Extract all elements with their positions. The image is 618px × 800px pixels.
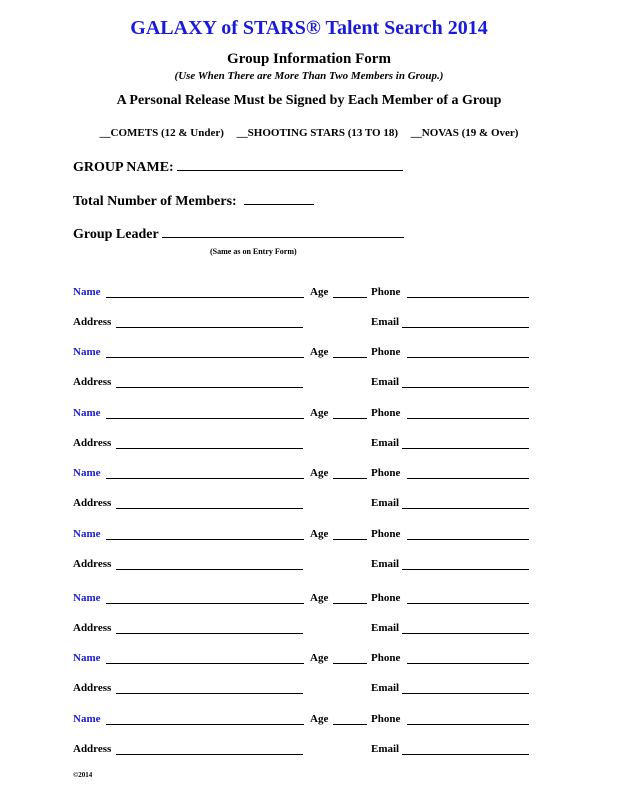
- member-age-field[interactable]: [333, 663, 367, 664]
- member-name-label: Name: [73, 407, 101, 419]
- member-name-field[interactable]: [106, 724, 304, 725]
- member-email-label: Email: [371, 376, 400, 388]
- member-name-label: Name: [73, 528, 101, 540]
- member-age-field[interactable]: [333, 297, 367, 298]
- member-email-label: Email: [371, 316, 400, 328]
- member-name-field[interactable]: [106, 603, 304, 604]
- member-phone-label: Phone: [371, 652, 401, 664]
- member-name-label: Name: [73, 346, 101, 358]
- group-name-row: [73, 160, 403, 176]
- member-address-field[interactable]: [116, 633, 303, 634]
- member-age-label: Age: [310, 286, 329, 298]
- member-email-label: Email: [371, 558, 400, 570]
- form-subtitle: Group Information Form: [227, 51, 391, 67]
- member-age-label: Age: [310, 713, 329, 725]
- member-age-label: Age: [310, 407, 329, 419]
- member-phone-field[interactable]: [407, 478, 529, 479]
- category-options: [0, 127, 618, 139]
- total-members-label: Total Number of Members:: [73, 194, 237, 209]
- member-address-field[interactable]: [116, 508, 303, 509]
- member-name-field[interactable]: [106, 478, 304, 479]
- member-age-label: Age: [310, 528, 329, 540]
- member-address-label: Address: [73, 622, 112, 634]
- member-phone-label: Phone: [371, 592, 401, 604]
- member-name-field[interactable]: [106, 357, 304, 358]
- member-email-label: Email: [371, 497, 400, 509]
- member-name-label: Name: [73, 286, 101, 298]
- member-age-label: Age: [310, 467, 329, 479]
- category-comets[interactable]: __COMETS (12 & Under): [99, 127, 224, 139]
- member-phone-label: Phone: [371, 407, 401, 419]
- group-name-field[interactable]: [177, 160, 403, 171]
- leader-note: (Same as on Entry Form): [210, 247, 297, 256]
- member-email-field[interactable]: [402, 569, 529, 570]
- member-age-field[interactable]: [333, 478, 367, 479]
- form-title: GALAXY of STARS® Talent Search 2014: [130, 17, 488, 39]
- member-address-label: Address: [73, 743, 112, 755]
- member-name-label: Name: [73, 713, 101, 725]
- member-email-field[interactable]: [402, 633, 529, 634]
- member-email-field[interactable]: [402, 387, 529, 388]
- group-name-label: GROUP NAME:: [73, 160, 174, 175]
- member-name-label: Name: [73, 592, 101, 604]
- member-name-field[interactable]: [106, 418, 304, 419]
- member-address-label: Address: [73, 437, 112, 449]
- member-address-label: Address: [73, 376, 112, 388]
- member-address-field[interactable]: [116, 569, 303, 570]
- form-note: (Use When There are More Than Two Members in Group.): [174, 70, 444, 82]
- member-age-field[interactable]: [333, 724, 367, 725]
- member-email-label: Email: [371, 743, 400, 755]
- member-phone-field[interactable]: [407, 297, 529, 298]
- member-phone-field[interactable]: [407, 539, 529, 540]
- group-leader-row: [73, 227, 404, 243]
- member-name-field[interactable]: [106, 297, 304, 298]
- member-address-label: Address: [73, 316, 112, 328]
- member-email-label: Email: [371, 622, 400, 634]
- member-name-field[interactable]: [106, 663, 304, 664]
- category-novas[interactable]: __NOVAS (19 & Over): [410, 127, 519, 139]
- member-address-label: Address: [73, 682, 112, 694]
- member-address-field[interactable]: [116, 754, 303, 755]
- member-email-field[interactable]: [402, 448, 529, 449]
- member-phone-label: Phone: [371, 286, 401, 298]
- member-address-field[interactable]: [116, 327, 303, 328]
- group-leader-field[interactable]: [162, 227, 404, 238]
- release-notice: A Personal Release Must be Signed by Each Member of a Group: [116, 93, 502, 108]
- member-phone-label: Phone: [371, 528, 401, 540]
- member-email-label: Email: [371, 437, 400, 449]
- copyright: ©2014: [73, 771, 93, 779]
- member-age-field[interactable]: [333, 539, 367, 540]
- member-address-field[interactable]: [116, 693, 303, 694]
- member-name-label: Name: [73, 467, 101, 479]
- member-phone-label: Phone: [371, 346, 401, 358]
- total-members-row: [73, 194, 314, 210]
- member-age-field[interactable]: [333, 603, 367, 604]
- member-phone-field[interactable]: [407, 663, 529, 664]
- member-email-label: Email: [371, 682, 400, 694]
- member-age-label: Age: [310, 592, 329, 604]
- member-phone-label: Phone: [371, 713, 401, 725]
- member-name-label: Name: [73, 652, 101, 664]
- member-email-field[interactable]: [402, 508, 529, 509]
- member-address-label: Address: [73, 497, 112, 509]
- member-phone-field[interactable]: [407, 357, 529, 358]
- total-members-field[interactable]: [244, 194, 314, 205]
- member-address-field[interactable]: [116, 387, 303, 388]
- member-age-field[interactable]: [333, 357, 367, 358]
- member-phone-field[interactable]: [407, 603, 529, 604]
- member-email-field[interactable]: [402, 754, 529, 755]
- member-age-label: Age: [310, 652, 329, 664]
- member-email-field[interactable]: [402, 693, 529, 694]
- member-phone-label: Phone: [371, 467, 401, 479]
- group-leader-label: Group Leader: [73, 227, 159, 242]
- category-shooting-stars[interactable]: __SHOOTING STARS (13 TO 18): [236, 127, 399, 139]
- member-address-label: Address: [73, 558, 112, 570]
- member-email-field[interactable]: [402, 327, 529, 328]
- member-phone-field[interactable]: [407, 724, 529, 725]
- member-phone-field[interactable]: [407, 418, 529, 419]
- member-age-field[interactable]: [333, 418, 367, 419]
- member-age-label: Age: [310, 346, 329, 358]
- member-address-field[interactable]: [116, 448, 303, 449]
- member-name-field[interactable]: [106, 539, 304, 540]
